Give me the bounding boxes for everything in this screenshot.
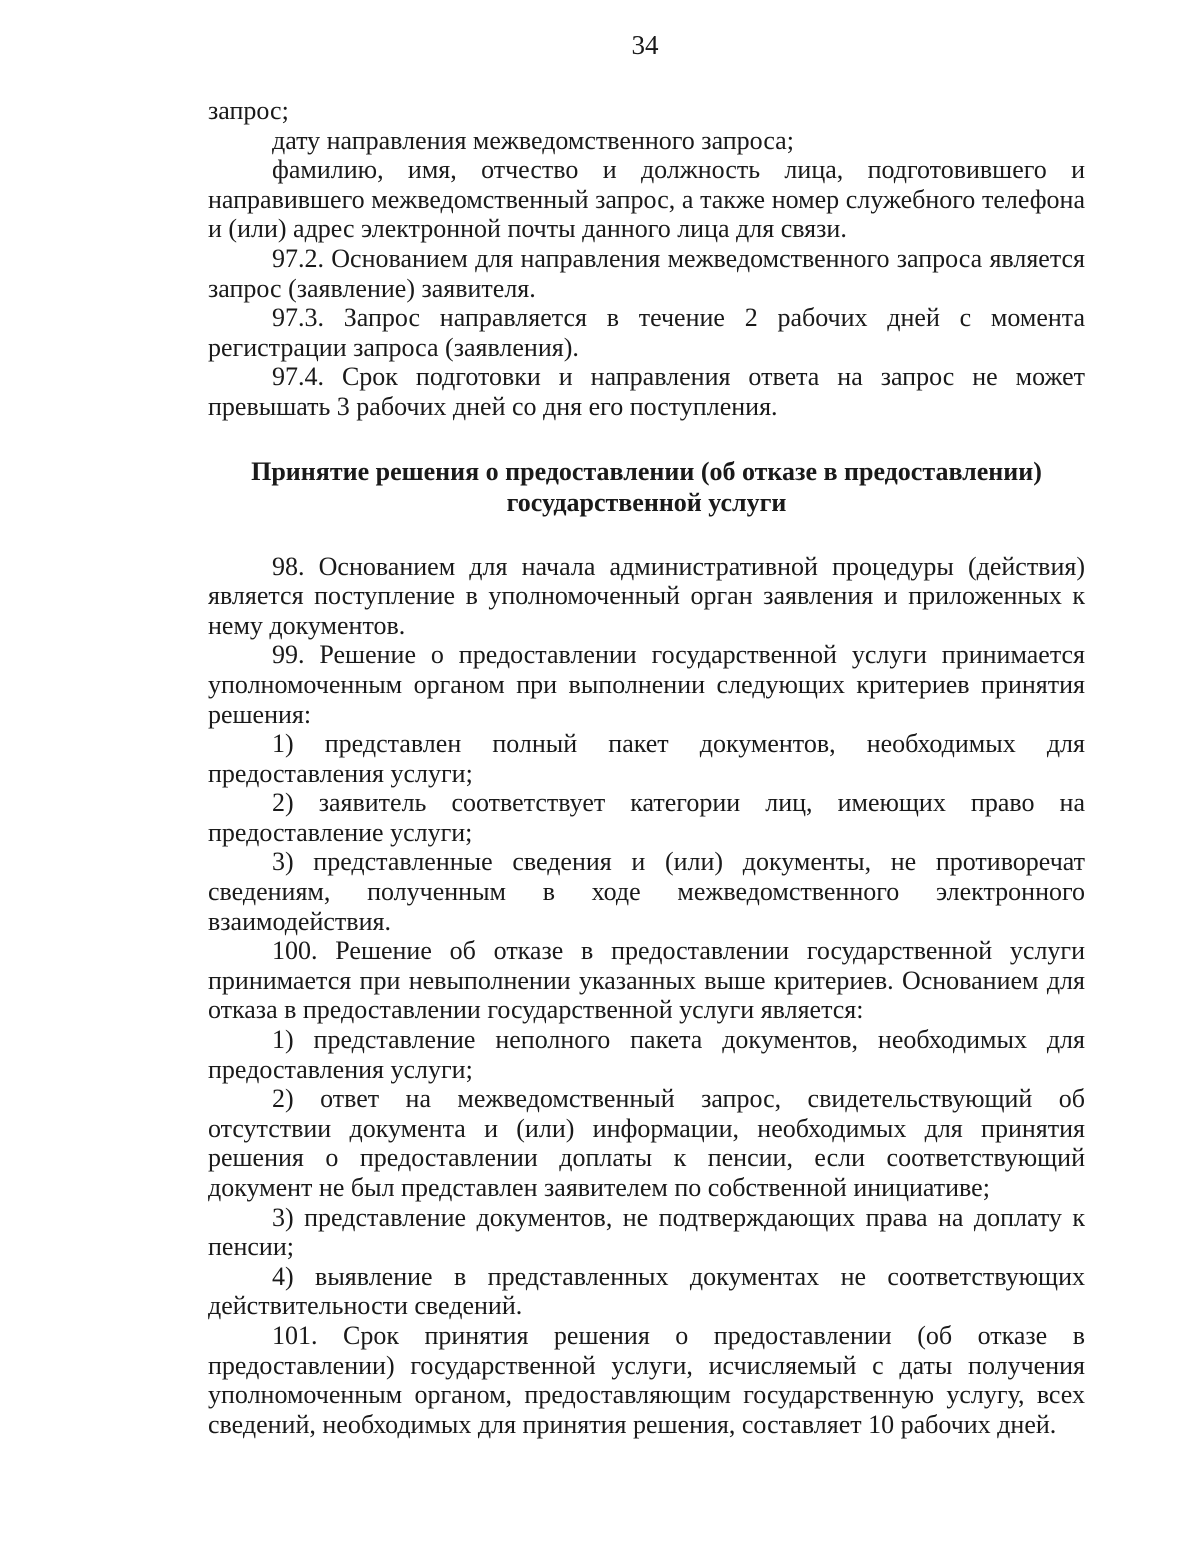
section-heading-line-2: государственной услуги	[506, 487, 787, 517]
list-item: 2) заявитель соответствует категории лиц, имеющих право на предоставление услуги;	[208, 788, 1085, 847]
list-item: 1) представлен полный пакет документов, необходимых для предоставления услуги;	[208, 729, 1085, 788]
section-heading-line-1: Принятие решения о предоставлении (об отказе в предоставлении)	[251, 456, 1042, 486]
document-body	[208, 96, 1085, 1439]
paragraph: 97.2. Основанием для направления межведомственного запроса является запрос (заявление) заявителя.	[208, 243, 1085, 303]
list-item: 3) представленные сведения и (или) документы, не противоречат сведениям, полученным в ходе межведомственного электронного взаимодействия.	[208, 847, 1085, 936]
paragraph: 98. Основанием для начала административной процедуры (действия) является поступление в уполномоченный орган заявления и приложенных к нему документов.	[208, 551, 1085, 640]
list-item: 1) представление неполного пакета документов, необходимых для предоставления услуги;	[208, 1025, 1085, 1084]
list-item: 3) представление документов, не подтверждающих права на доплату к пенсии;	[208, 1202, 1085, 1262]
paragraph: фамилию, имя, отчество и должность лица, подготовившего и направившего межведомственный запрос, а также номер служебного телефона и (или) адрес электронной почты данного лица для связи.	[208, 155, 1085, 244]
paragraph: 97.4. Срок подготовки и направления ответа на запрос не может превышать 3 рабочих дней со дня его поступления.	[208, 362, 1085, 421]
paragraph: дату направления межведомственного запроса;	[272, 125, 794, 155]
section-heading	[208, 456, 1085, 518]
page-number: 34	[631, 30, 659, 60]
paragraph: 100. Решение об отказе в предоставлении государственной услуги принимается при невыполнении указанных выше критериев. Основанием для отказа в предоставлении государственной услуги является:	[208, 936, 1085, 1025]
list-item: 2) ответ на межведомственный запрос, свидетельствующий об отсутствии документа и (или) информации, необходимых для принятия решения о предоставлении доплаты к пенсии, если соответствующий документ не был представлен заявителем по собственной инициативе;	[208, 1084, 1085, 1202]
paragraph: 99. Решение о предоставлении государственной услуги принимается уполномоченным органом при выполнении следующих критериев принятия решения:	[208, 640, 1085, 729]
paragraph: 101. Срок принятия решения о предоставлении (об отказе в предоставлении) государственной услуги, исчисляемый с даты получения уполномоченным органом, предоставляющим государственную услугу, всех сведений, необходимых для принятия решения, составляет 10 рабочих дней.	[208, 1320, 1085, 1439]
paragraph: запрос;	[208, 96, 289, 125]
list-item: 4) выявление в представленных документах не соответствующих действительности сведений.	[208, 1261, 1085, 1321]
paragraph: 97.3. Запрос направляется в течение 2 рабочих дней с момента регистрации запроса (заявления).	[208, 303, 1085, 362]
